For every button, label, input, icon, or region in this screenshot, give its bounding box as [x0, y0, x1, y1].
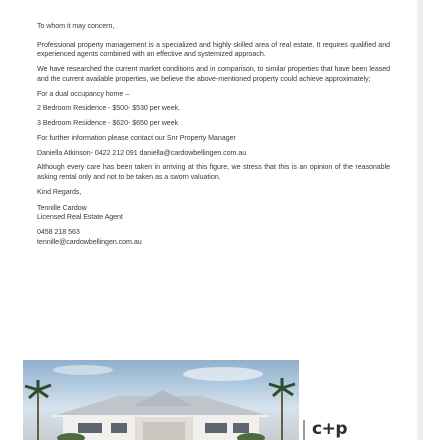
- contact-prompt: For further information please contact our Snr Property Manager: [37, 133, 236, 142]
- intro-paragraph: Professional property management is a specialized and highly skilled area of real estate. It requires qualified and experienced agents combined with an effective and systemized approach.: [37, 40, 390, 59]
- signer-title: Licensed Real Estate Agent: [37, 213, 123, 222]
- three-bedroom-line: 3 Bedroom Residence - $620- $650 per week: [37, 119, 179, 128]
- signer-name: Tennille Cardow: [37, 203, 87, 212]
- page-edge: [417, 0, 423, 440]
- house-photo: [23, 360, 299, 440]
- disclaimer-paragraph: Although every care has been taken in arriving at this figure, we stress that this is an opinion of the reasonable asking rental only and not to be taken as a sworn valuation.: [37, 163, 390, 182]
- letter-body: [37, 22, 390, 252]
- signer-phone: 0458 218 563: [37, 227, 80, 236]
- company-logo: c+p: [312, 419, 347, 439]
- signer-email: tennille@cardowbellingen.com.au: [37, 237, 142, 246]
- contact-details: Daniella Atkinson- 0422 212 091 daniella@cardowbellingen.com.au: [37, 148, 247, 157]
- salutation: To whom it may concern,: [37, 22, 115, 30]
- closing: Kind Regards,: [37, 187, 82, 196]
- research-paragraph: We have researched the current market conditions and in comparison, to similar properties that have been leased and the current available properties, we believe the above-mentioned property could achieve approximately;: [37, 65, 390, 83]
- logo-divider: [303, 420, 305, 440]
- two-bedroom-line: 2 Bedroom Residence - $500- $530 per week.: [37, 104, 181, 113]
- occupancy-line: For a dual occupancy home –: [37, 89, 130, 98]
- house-illustration: [23, 360, 299, 440]
